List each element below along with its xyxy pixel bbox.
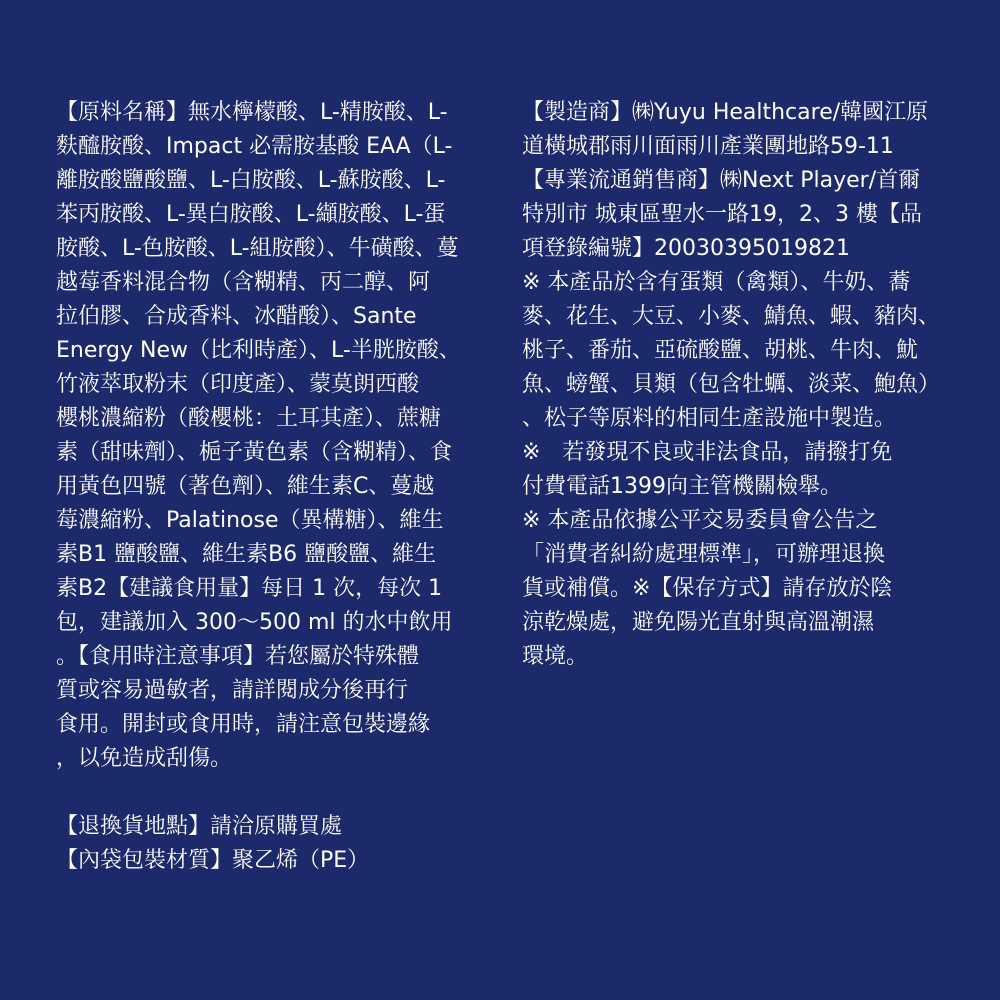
text-line: 包，建議加入 300～500 ml 的水中飲用 (56, 610, 453, 635)
text-line: 「消費者糾紛處理標準」，可辦理退換 (522, 542, 886, 567)
text-line: 拉伯膠、合成香料、冰醋酸）、Sante (56, 304, 417, 329)
text-line: 桃子、番茄、亞硫酸鹽、胡桃、牛肉、魷 (522, 338, 919, 363)
text-line: 櫻桃濃縮粉（酸櫻桃：土耳其產）、蔗糖 (56, 406, 442, 431)
text-line: 付費電話1399向主管機關檢舉。 (522, 474, 842, 499)
text-line: ※ 本產品依據公平交易委員會公告之 (522, 508, 878, 533)
text-line: ※ 若發現不良或非法食品，請撥打免 (522, 440, 893, 465)
text-line: 素B2【建議食用量】每日 1 次，每次 1 (56, 576, 443, 601)
text-line: 【專業流通銷售商】㈱Next Player/首爾 (522, 168, 921, 193)
text-line: 用黃色四號（著色劑）、維生素C、蔓越 (56, 474, 435, 499)
text-line: 。【食用時注意事項】若您屬於特殊體 (56, 644, 420, 669)
text-line: 越莓香料混合物（含糊精、丙二醇、阿 (56, 270, 431, 295)
text-line: 素B1 鹽酸鹽、維生素B6 鹽酸鹽、維生 (56, 542, 437, 567)
text-line: 麥、花生、大豆、小麥、鯖魚、蝦、豬肉、 (522, 304, 941, 329)
text-line: 貨或補償。※【保存方式】請存放於陰 (522, 576, 893, 601)
text-line: 離胺酸鹽酸鹽、L-白胺酸、L-蘇胺酸、L- (56, 168, 446, 193)
text-line: 【原料名稱】無水檸檬酸、L-精胺酸、L- (56, 100, 448, 125)
text-line: 竹液萃取粉末（印度產）、蒙莫朗西酸 (56, 372, 420, 397)
text-line: 素（甜味劑）、梔子黃色素（含糊精）、食 (56, 440, 453, 465)
text-line: Energy New（比利時產）、L-半胱胺酸、 (56, 338, 461, 363)
text-line: 莓濃縮粉、Palatinose（異構糖）、維生 (56, 508, 444, 533)
text-line: 涼乾燥處，避免陽光直射與高溫潮濕 (522, 610, 875, 635)
text-line: 道橫城郡雨川面雨川產業團地路59-11 (522, 134, 894, 159)
text-line: 項登錄編號】20030395019821 (522, 236, 850, 261)
text-line: 麩醯胺酸、Impact 必需胺基酸 EAA（L- (56, 134, 453, 159)
text-line: 【製造商】㈱Yuyu Healthcare/韓國江原 (522, 100, 929, 125)
text-line: 魚、螃蟹、貝類（包含牡蠣、淡菜、鮑魚） (522, 372, 941, 397)
text-line: 胺酸、L-色胺酸、L-組胺酸）、牛磺酸、蔓 (56, 236, 459, 261)
text-line: 、松子等原料的相同生產設施中製造。 (522, 406, 897, 431)
text-line: 質或容易過敏者，請詳閱成分後再行 (56, 678, 409, 703)
manufacturer-column (522, 96, 958, 674)
packaging-material: 【內袋包裝材質】聚乙烯（PE） (56, 848, 370, 873)
text-line: 特別市 城東區聖水一路19，2、3 樓【品 (522, 202, 922, 227)
ingredients-text (56, 96, 492, 776)
ingredients-column (56, 96, 492, 878)
text-line: ，以免造成刮傷。 (56, 746, 233, 771)
text-line: ※ 本產品於含有蛋類（禽類）、牛奶、蕎 (522, 270, 911, 295)
text-line: 苯丙胺酸、L-異白胺酸、L-纈胺酸、L-蛋 (56, 202, 446, 227)
section-gap (56, 776, 492, 810)
return-location: 【退換貨地點】請洽原購買處 (56, 814, 343, 839)
text-line: 環境。 (522, 644, 589, 669)
text-line: 食用。開封或食用時，請注意包裝邊緣 (56, 712, 431, 737)
